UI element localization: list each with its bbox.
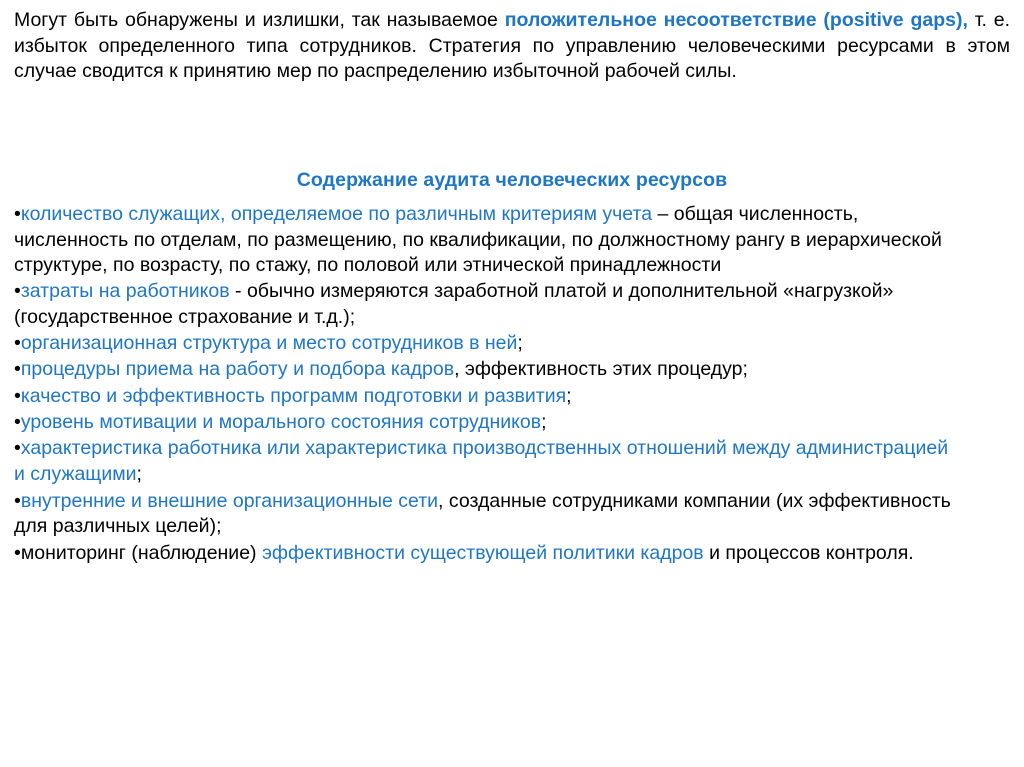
intro-paragraph	[14, 8, 1010, 85]
list-item-accent: количество служащих, определяемое по различным критериям учета	[20, 203, 653, 226]
list-item-text: – общая численность, численность по отделам, по размещению, по квалификации, по должностному рангу в иерархической структуре, по возрасту, по стажу, по половой или этнической принадлежности	[14, 203, 942, 276]
list-item-accent: организационная структура и место сотрудников в ней	[20, 331, 518, 354]
list-item-text: ;	[136, 462, 142, 485]
list-item-text: , эффективность этих процедур;	[454, 358, 748, 381]
list-item-text: ;	[517, 331, 523, 354]
intro-text	[14, 8, 1010, 85]
bullet-marker: •	[14, 437, 21, 460]
bullet-list	[14, 202, 954, 566]
list-item-text: - обычно измеряются заработной платой и дополнительной «нагрузкой» (государственное страхование и т.д.);	[14, 280, 894, 328]
list-item	[14, 384, 954, 409]
bullet-marker: •	[14, 410, 21, 433]
list-item	[14, 331, 954, 356]
intro-text-part1: Могут быть обнаружены и излишки, так называемое	[14, 9, 505, 31]
bullet-marker: •	[14, 331, 21, 354]
bullet-marker: •	[14, 489, 21, 512]
list-item-text: и процессов контроля.	[703, 541, 914, 564]
list-item-text: ;	[541, 410, 547, 433]
list-item	[14, 410, 954, 435]
list-item-accent: затраты на работников	[20, 280, 230, 303]
section-title: Содержание аудита человеческих ресурсов	[296, 169, 728, 192]
bullet-marker: •	[14, 203, 21, 226]
list-item-accent: процедуры приема на работу и подбора кадров	[20, 358, 455, 381]
list-item-accent: эффективности существующей политики кадров	[261, 541, 704, 564]
list-item-text: , созданные сотрудниками компании (их эффективность для различных целей);	[14, 489, 951, 538]
list-item	[14, 279, 954, 330]
list-item	[14, 202, 954, 278]
list-item	[14, 357, 954, 382]
list-item-accent: внутренние и внешние организационные сети	[20, 489, 439, 512]
bullet-marker: •	[14, 384, 21, 407]
list-item	[14, 489, 954, 540]
list-item	[14, 436, 954, 487]
bullet-marker: •	[14, 280, 21, 303]
list-item-text: ;	[566, 384, 572, 407]
bullet-marker: •	[14, 358, 21, 381]
list-item-accent: уровень мотивации и морального состояния сотрудников	[20, 410, 542, 433]
list-item-accent: характеристика работника или характеристика производственных отношений между администрацией и служащими	[14, 437, 949, 485]
list-item-accent: качество и эффективность программ подготовки и развития	[20, 384, 567, 407]
list-item-text-lead: мониторинг (наблюдение)	[20, 541, 262, 564]
intro-highlight: положительное несоответствие (positive gaps),	[504, 9, 968, 31]
bullet-marker: •	[14, 541, 21, 564]
list-item	[14, 541, 954, 566]
intro-text-part2: т. е. избыток определенного типа сотрудников. Стратегия по управлению человеческими ресурсами в этом случае сводится к принятию мер по распределению избыточной рабочей силы.	[14, 9, 1010, 83]
